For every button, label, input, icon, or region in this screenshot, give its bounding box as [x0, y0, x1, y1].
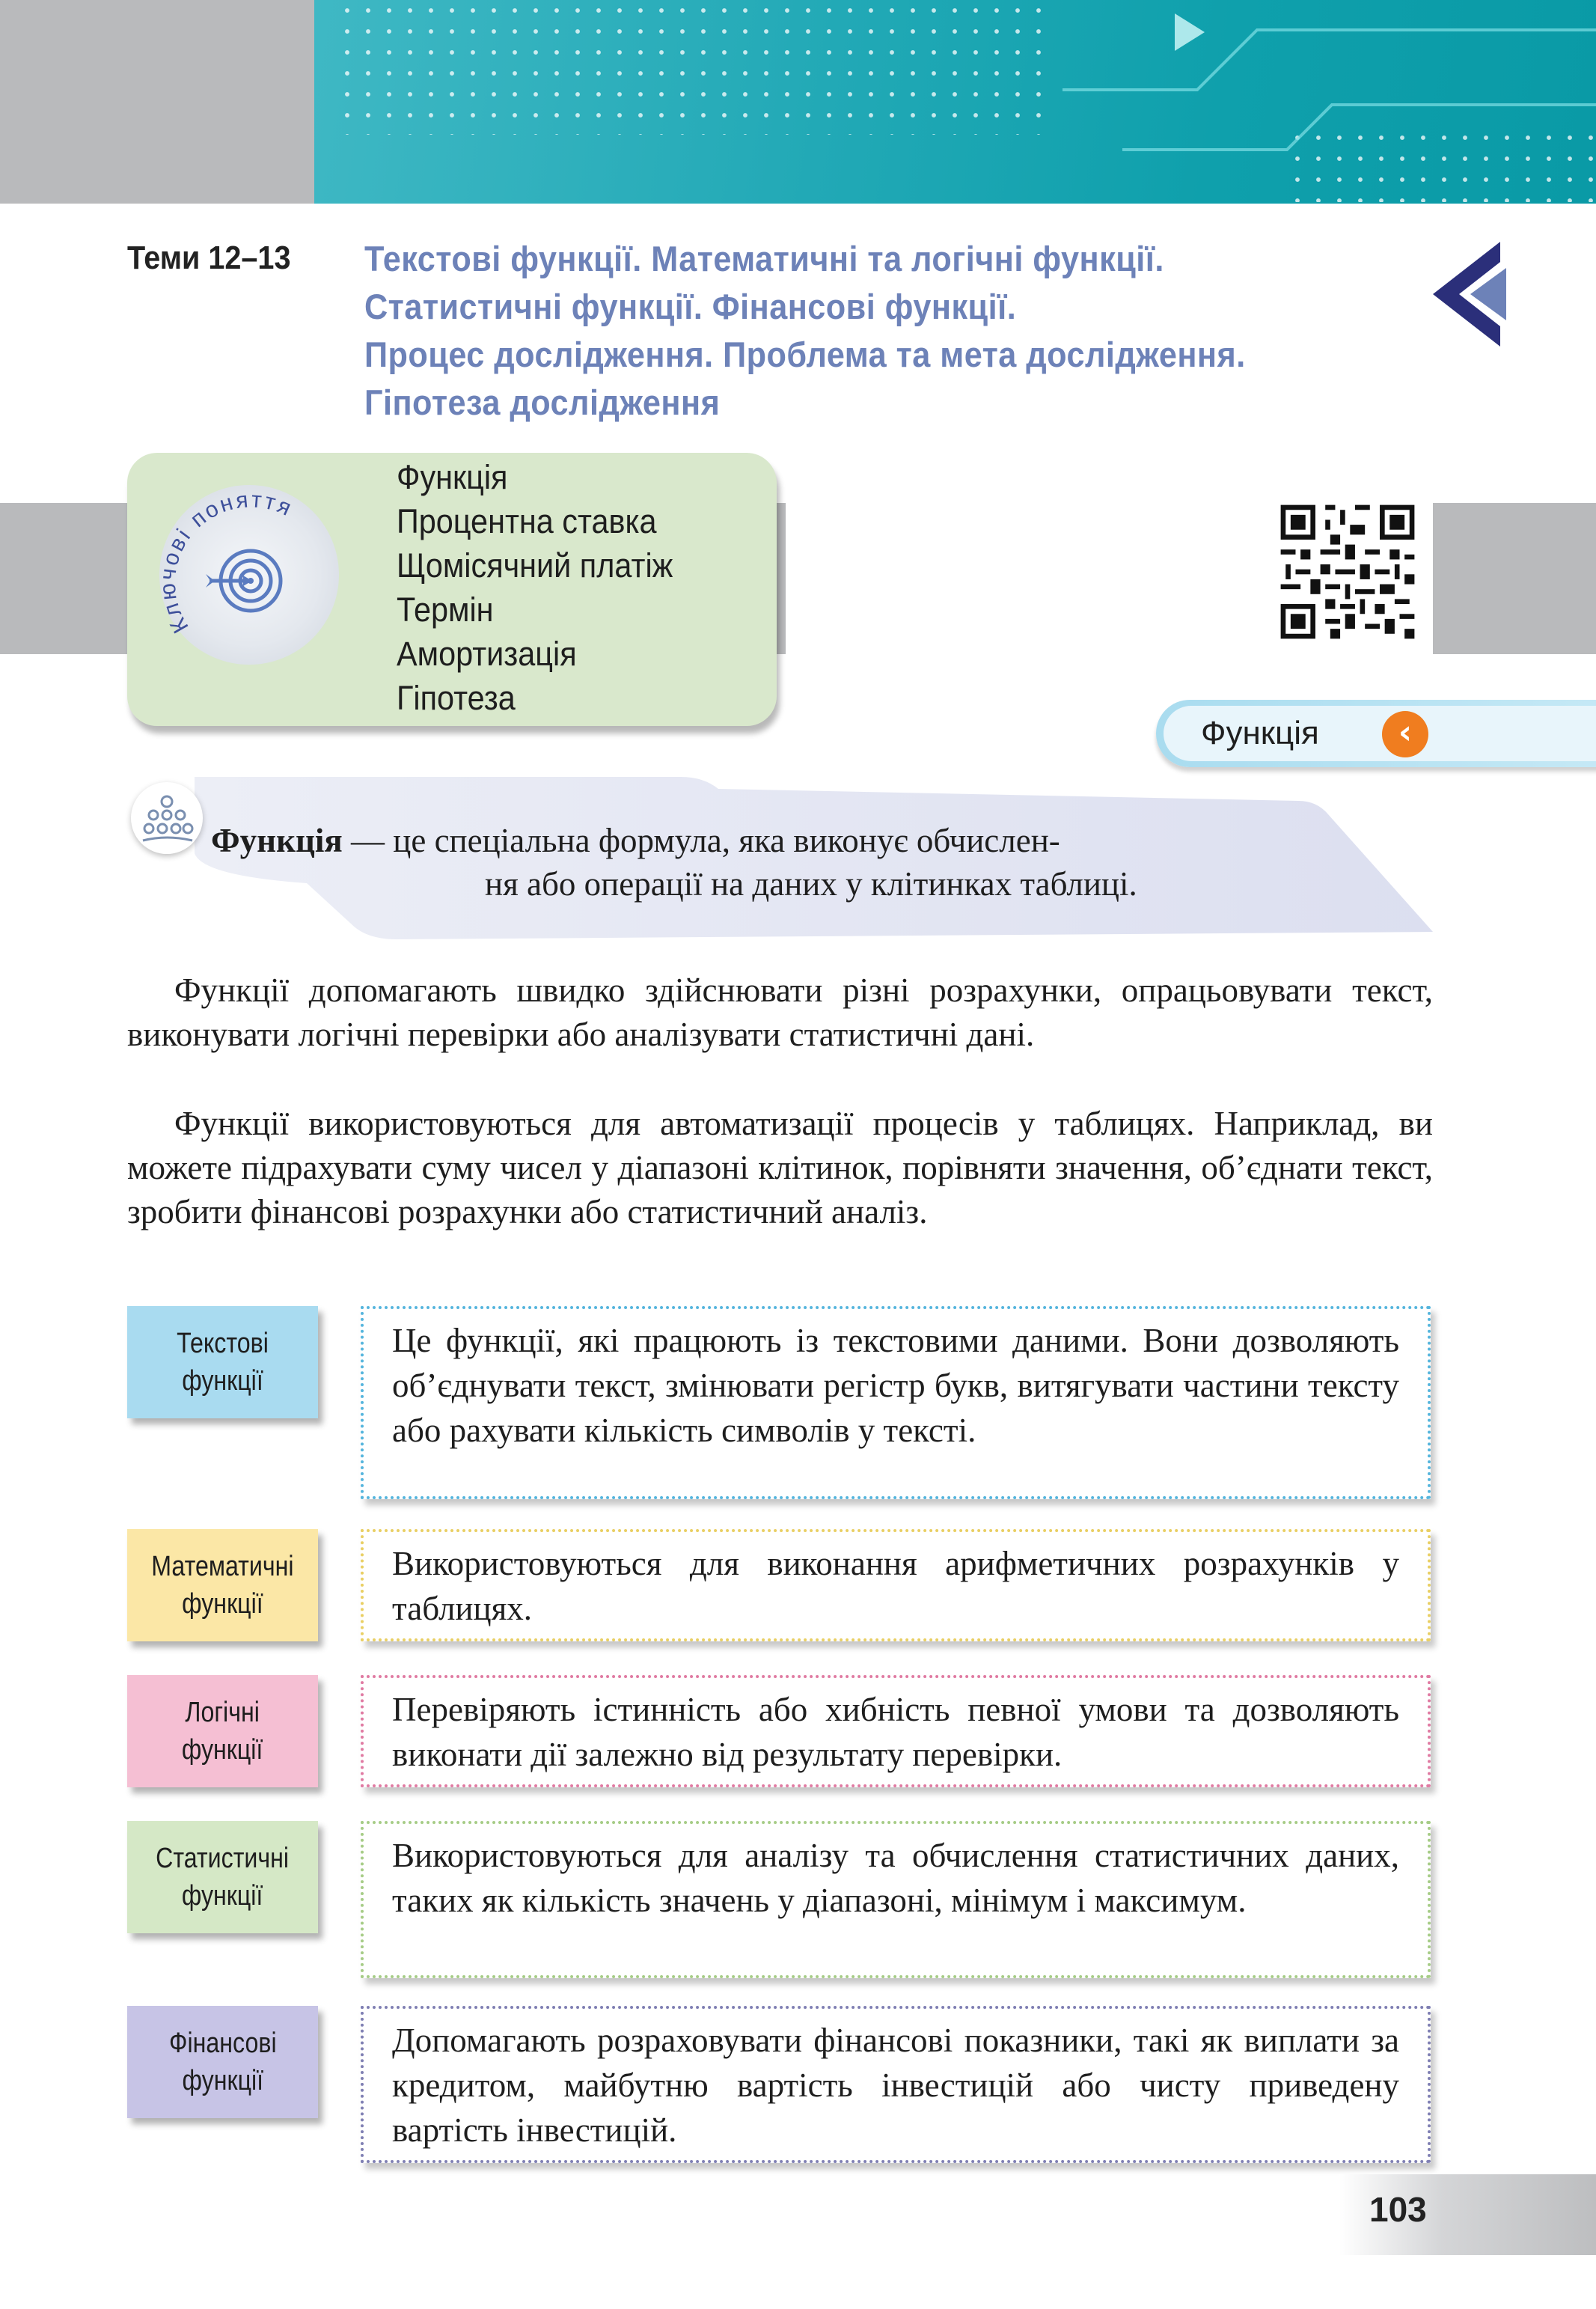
function-label-line: функції — [182, 1365, 263, 1397]
function-label-line: функції — [182, 1880, 263, 1912]
gray-band-right — [1433, 503, 1596, 654]
key-concept-item: Термін — [397, 591, 494, 629]
paragraph: Функції допомагають швидко здійснювати різні розрахунки, опрацьовувати текст, виконувати логічні перевірки або аналізувати статистичні дані. — [127, 972, 1433, 1053]
header-banner — [314, 0, 1596, 204]
key-badge-text: Кл ові поняття — [159, 487, 297, 638]
function-label-logical — [127, 1675, 318, 1787]
concept-nav-label[interactable]: Функція — [1201, 715, 1319, 751]
function-label-line: Логічні — [185, 1697, 260, 1728]
topic-label: Теми 12–13 — [127, 240, 291, 276]
target-icon — [206, 551, 281, 611]
function-description-logical: Перевіряють істинність або хибність певної умови та дозволяють виконати дії залежно від результату перевірки. — [361, 1675, 1431, 1787]
function-label-line: Текстові — [177, 1328, 269, 1359]
function-description-statistical: Використовуються для аналізу та обчислення статистичних даних, таких як кількість значень у діапазоні, мінімум і максимум. — [361, 1821, 1431, 1978]
key-concept-item: Гіпотеза — [397, 679, 516, 717]
key-concept-item: Функція — [397, 458, 508, 496]
definition-term: Функція — [211, 822, 343, 859]
page-number: 103 — [1369, 2190, 1427, 2229]
definition-text-1: — це спеціальна формула, яка виконує обчислен- — [342, 822, 1060, 859]
key-concepts-badge — [159, 485, 339, 665]
title-line-1: Текстові функції. Математичні та логічні функції. — [364, 239, 1164, 278]
title-line-4: Гіпотеза дослідження — [364, 382, 721, 422]
function-label-line: Фінансові — [168, 2028, 277, 2059]
key-concept-item: Щомісячний платіж — [397, 546, 673, 585]
function-label-line: Статистичні — [156, 1843, 290, 1874]
title-line-2: Статистичні функції. Фінансові функції. — [364, 287, 1017, 326]
back-chevron-icon[interactable] — [1425, 238, 1515, 350]
key-concept-item: Амортизація — [397, 635, 577, 673]
people-group-icon — [131, 782, 203, 854]
qr-code[interactable] — [1276, 500, 1419, 644]
function-label-line: Математичні — [151, 1551, 294, 1582]
definition-line-1 — [211, 821, 1060, 860]
key-concept-item: Процентна ставка — [397, 502, 657, 540]
paragraph: Функції використовуються для автоматизації процесів у таблицях. Наприклад, ви можете підрахувати суму чисел у діапазоні клітинок, порівняти значення, об’єднати текст, зробити фінансові розрахунки або статистичний аналіз. — [127, 1105, 1433, 1230]
function-label-line: функції — [182, 1734, 263, 1766]
title-line-3: Процес дослідження. Проблема та мета дослідження. — [364, 335, 1246, 374]
function-label-line: функції — [182, 1588, 263, 1620]
definition-line-2: ня або операції на даних у клітинках таблиці. — [485, 865, 1137, 903]
key-badge-graphic — [159, 485, 339, 665]
header-gray-block — [0, 0, 314, 204]
function-description-financial: Допомагають розраховувати фінансові показники, такі як виплати за кредитом, майбутню вартість інвестицій або чисту приведену вартість інвестицій. — [361, 2006, 1431, 2163]
function-description-text: Це функції, які працюють із текстовими даними. Вони дозволяють об’єднувати текст, змінювати регістр букв, витягувати частини тексту або рахувати кількість символів у тексті. — [361, 1306, 1431, 1499]
function-label-math — [127, 1529, 318, 1641]
function-label-line: функції — [182, 2065, 263, 2096]
function-label-statistical — [127, 1821, 318, 1933]
chevron-left-icon[interactable]: ‹ — [1382, 711, 1428, 757]
function-label-text — [127, 1306, 318, 1418]
function-label-financial — [127, 2006, 318, 2118]
circuit-decoration — [314, 0, 1596, 204]
people-group-graphic — [131, 782, 203, 854]
function-description-math: Використовуються для виконання арифметичних розрахунків у таблицях. — [361, 1529, 1431, 1641]
qr-code-graphic — [1276, 500, 1419, 644]
